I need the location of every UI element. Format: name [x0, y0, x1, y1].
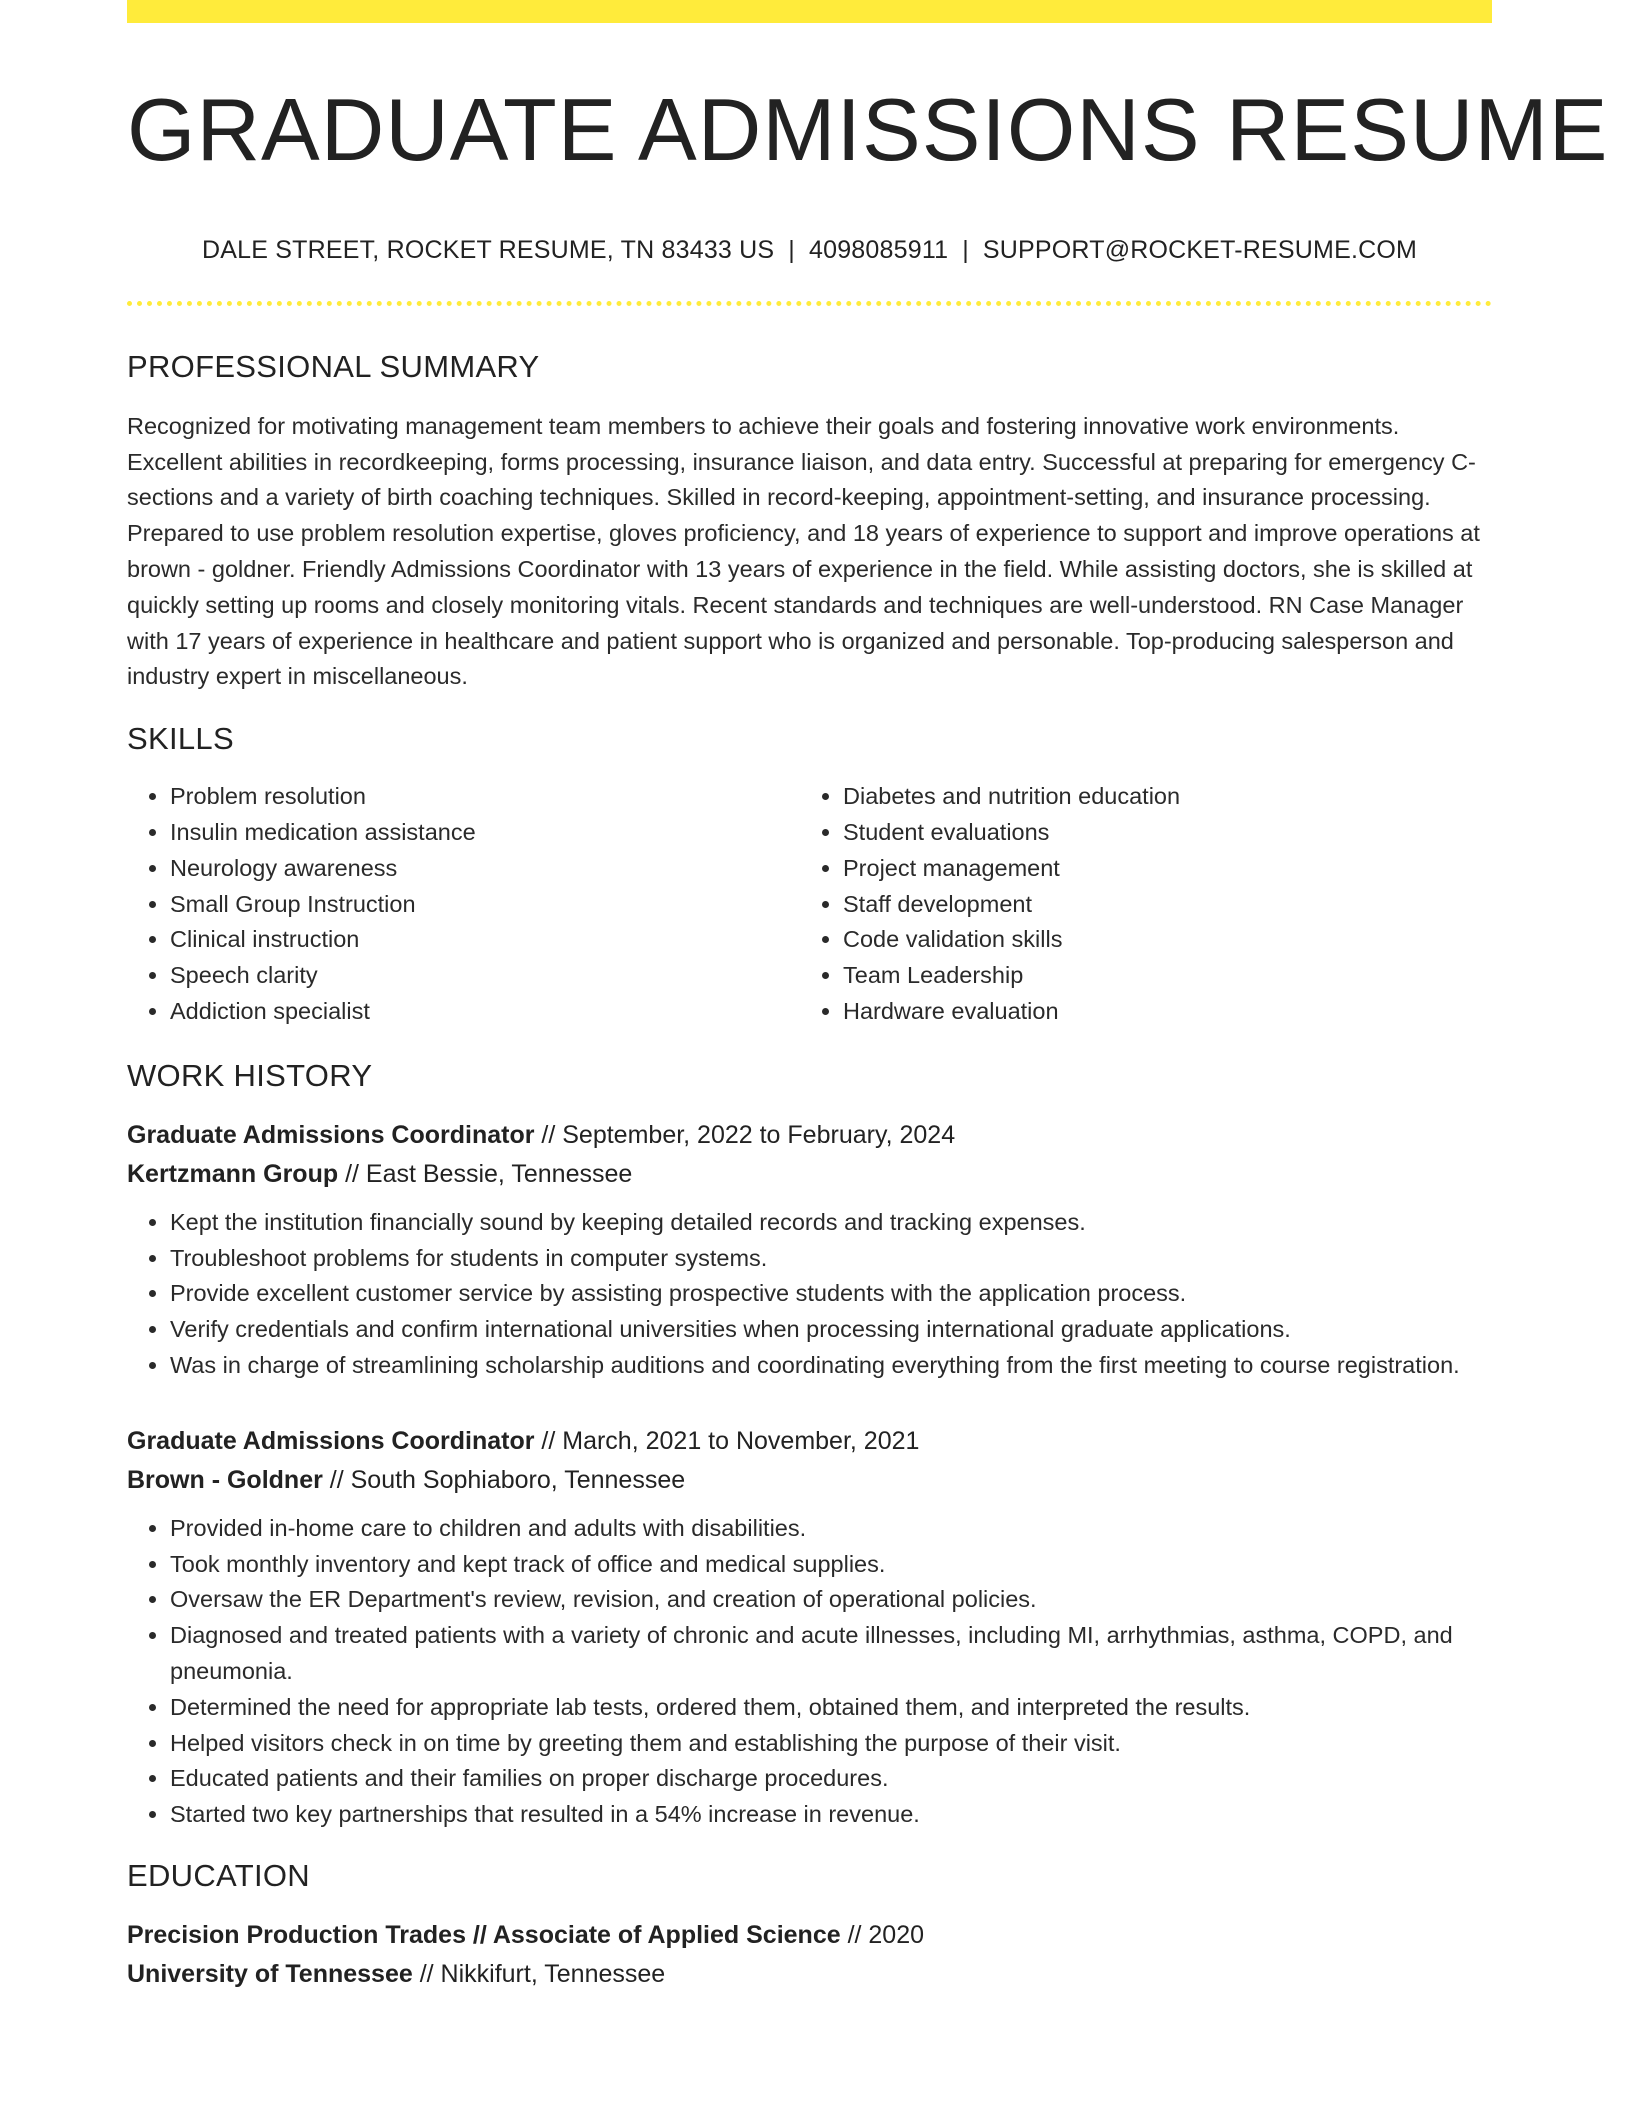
job-duty: • Kept the institution financially sound by keeping detailed records and tracking expenses.	[170, 1205, 1492, 1241]
skill-item: • Problem resolution	[170, 779, 800, 815]
job-duty: • Determined the need for appropriate lab tests, ordered them, obtained them, and interpreted the results.	[170, 1690, 1492, 1726]
summary-text: Recognized for motivating management team members to achieve their goals and fostering innovative work environments. Excellent abilities in recordkeeping, forms processing, insurance liaison, and data entry. Successful at preparing for emergency C-sections and a variety of birth coaching techniques. Skilled in record-keeping, appointment-setting, and insurance processing. Prepared to use problem resolution expertise, gloves proficiency, and 18 years of experience to support and improve operations at brown - goldner. Friendly Admissions Coordinator with 13 years of experience in the field. While assisting doctors, she is skilled at quickly setting up rooms and closely monitoring vitals. Recent standards and techniques are well-understood. RN Case Manager with 17 years of experience in healthcare and patient support who is organized and personable. Top-producing salesperson and industry expert in miscellaneous.	[127, 412, 1480, 690]
contact-address: DALE STREET, ROCKET RESUME, TN 83433 US	[201, 235, 775, 264]
skill-item: • Staff development	[843, 887, 1473, 923]
job-role: Graduate Admissions Coordinator	[127, 1120, 535, 1149]
skill-item: • Addiction specialist	[170, 994, 800, 1030]
job-duty: • Verify credentials and confirm international universities when processing international graduate applications.	[170, 1312, 1492, 1348]
skill-item: • Insulin medication assistance	[170, 815, 800, 851]
job-duty: • Provide excellent customer service by assisting prospective students with the application process.	[170, 1276, 1492, 1312]
job-company: Kertzmann Group	[127, 1159, 339, 1188]
education-degree-line	[127, 1916, 1492, 1955]
skill-item: • Hardware evaluation	[843, 994, 1473, 1030]
education-school-line	[127, 1955, 1492, 1994]
job-duty: • Oversaw the ER Department's review, revision, and creation of operational policies.	[170, 1582, 1492, 1618]
skills-list	[127, 779, 1492, 1030]
job-duties-list	[127, 1511, 1492, 1833]
job-duty: • Was in charge of streamlining scholarship auditions and coordinating everything from the first meeting to course registration.	[170, 1348, 1492, 1384]
skills-column-right	[800, 779, 1473, 1030]
skill-item: • Diabetes and nutrition education	[843, 779, 1473, 815]
job-duty: • Educated patients and their families on proper discharge procedures.	[170, 1761, 1492, 1797]
job-duty: • Helped visitors check in on time by greeting them and establishing the purpose of their visit.	[170, 1726, 1492, 1762]
resume-title: GRADUATE ADMISSIONS RESUME	[127, 80, 1609, 179]
job-duty: • Took monthly inventory and kept track of office and medical supplies.	[170, 1547, 1492, 1583]
job-duty: • Provided in-home care to children and adults with disabilities.	[170, 1511, 1492, 1547]
job-role-line	[127, 1116, 1492, 1155]
job-duty: • Troubleshoot problems for students in computer systems.	[170, 1241, 1492, 1277]
skill-item: • Small Group Instruction	[170, 887, 800, 923]
job-duty: • Diagnosed and treated patients with a variety of chronic and acute illnesses, including MI, arrhythmias, asthma, COPD, and pneumonia.	[170, 1618, 1492, 1690]
skills-heading: SKILLS	[127, 721, 234, 757]
job-company-line	[127, 1461, 1492, 1500]
job-duties-list	[127, 1205, 1492, 1384]
skill-item: • Team Leadership	[843, 958, 1473, 994]
job-dates: // March, 2021 to November, 2021	[534, 1426, 920, 1455]
job-location: // South Sophiaboro, Tennessee	[322, 1465, 686, 1494]
education-degree: Precision Production Trades // Associate of Applied Science	[127, 1920, 841, 1949]
skill-item: • Neurology awareness	[170, 851, 800, 887]
skill-item: • Code validation skills	[843, 922, 1473, 958]
skill-item: • Student evaluations	[843, 815, 1473, 851]
job-company: Brown - Goldner	[127, 1465, 323, 1494]
education-year: // 2020	[840, 1920, 925, 1949]
summary-heading: PROFESSIONAL SUMMARY	[127, 348, 540, 384]
contact-line	[127, 236, 1492, 265]
education-heading: EDUCATION	[127, 1857, 310, 1893]
top-accent-bar	[127, 0, 1492, 23]
skill-item: • Clinical instruction	[170, 922, 800, 958]
contact-separator: |	[962, 235, 969, 264]
contact-phone: 4098085911	[809, 235, 949, 264]
contact-separator: |	[788, 235, 795, 264]
contact-email: SUPPORT@ROCKET-RESUME.COM	[982, 235, 1418, 264]
skill-item: • Project management	[843, 851, 1473, 887]
skill-item: • Speech clarity	[170, 958, 800, 994]
resume-page	[127, 0, 1609, 1994]
job-duty: • Started two key partnerships that resulted in a 54% increase in revenue.	[170, 1797, 1492, 1833]
job-role: Graduate Admissions Coordinator	[127, 1426, 535, 1455]
job-role-line	[127, 1422, 1492, 1461]
work-history-heading: WORK HISTORY	[127, 1057, 373, 1093]
dotted-divider	[127, 301, 1492, 306]
education-school: University of Tennessee	[127, 1959, 413, 1988]
job-location: // East Bessie, Tennessee	[338, 1159, 633, 1188]
job-company-line	[127, 1155, 1492, 1194]
job-dates: // September, 2022 to February, 2024	[534, 1120, 956, 1149]
education-location: // Nikkifurt, Tennessee	[412, 1959, 666, 1988]
skills-column-left	[127, 779, 800, 1030]
